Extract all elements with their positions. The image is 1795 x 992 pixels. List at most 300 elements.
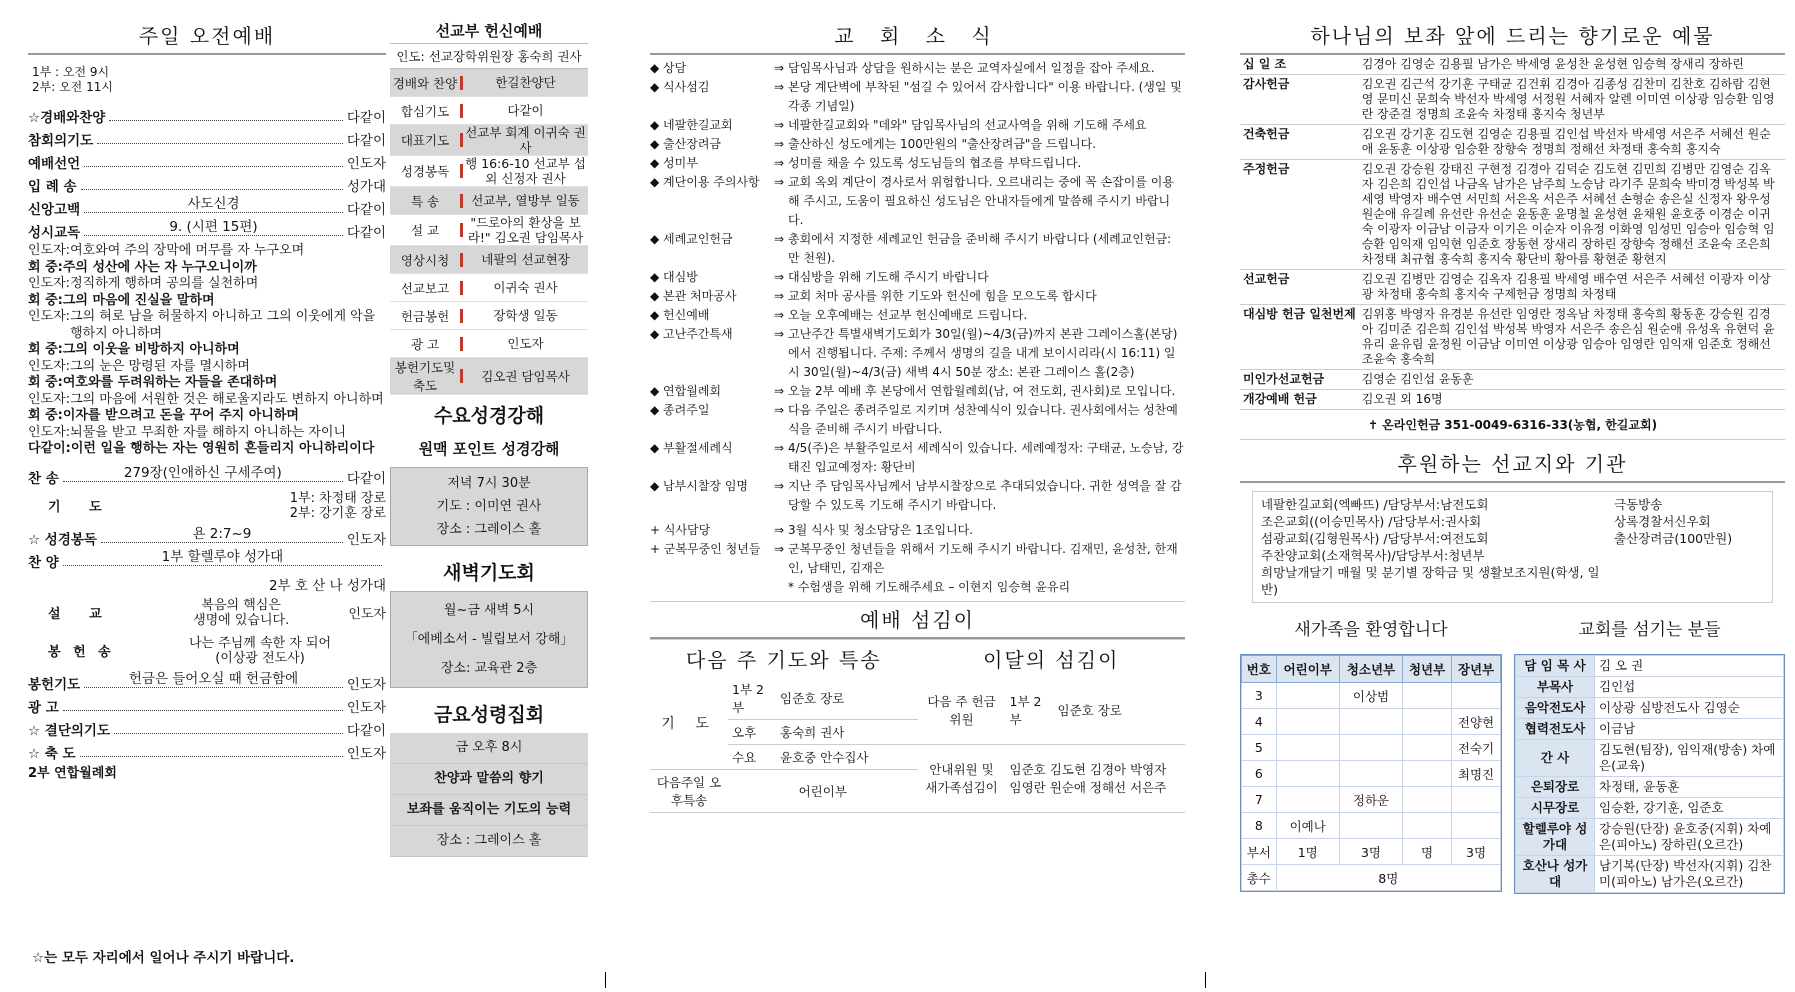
nf-col: 장년부 [1452,656,1501,683]
news-key: + 식사담당 [650,523,711,537]
nf-row [1242,683,1501,709]
offering-names: 김오권 강승원 강태진 구현정 김경아 김덕순 김도현 김민희 김병만 김영순 김옥자 김은희 김인섭 나금옥 남가은 남주희 노승남 라기주 문희숙 박미경 박성복 박세영 박영자 배수연 서민희 서은옥 서은주 서혜선 손형순 송은실 신정자 왕우성 원순애 유길례 유선란 유선순 윤동훈 윤명철 윤성현 윤채원 윤호중 이경순 이귀숙 이광자 이금남 이금자 이기은 이순자 이유정 이화영 임성민 임승아 임승혁 임승환 임익재 임익현 임준호 장동현 장새리 장하린 장향숙 정해선 조윤숙 조은희 차정태 최규협 홍숙희 홍지숙 황단비 황아름 황현준 황현지 [1359,160,1785,270]
order-value: 다같이 [346,133,386,149]
servant-names: 김인섭 [1595,677,1784,698]
arrow: ⇒ [773,156,785,170]
offering-type: 주정헌금 [1240,160,1359,270]
nf-cell: 이예나 [1276,813,1339,839]
joint-meeting: 2부 연합월례회 [28,765,117,781]
fold-mark [605,972,606,988]
mission-order-row [390,156,588,187]
mission-person: 한길찬양단 [495,75,556,90]
reading-text: 여호와를 두려워하는 자들을 존대하며 [62,375,278,390]
panel-worship [28,18,588,973]
news-text: 네팔한길교회와 "데와" 담임목사님의 선교사역을 위해 기도해 주세요 [788,118,1147,132]
support-title: 후원하는 선교지와 기관 [1240,446,1785,483]
offering-row [1240,160,1785,270]
arrow: ⇒ [773,289,785,303]
news-text: 다음 주일은 종려주일로 지키며 성찬예식이 있습니다. 권사회에서는 성찬예식을 준비해 주시기 바랍니다. [788,403,1178,436]
offering-row [1240,370,1785,390]
leader-dots [84,192,343,213]
mission-item: 대표기도 [400,133,450,148]
news-item [650,230,1185,268]
mission-order-row [390,215,588,246]
leader-dots [81,189,343,190]
speaker: 인도자: [28,243,71,258]
offering-type: 미인가선교헌금 [1240,370,1359,390]
order-row [28,716,386,739]
order-label: 찬 송 [28,470,59,487]
news-list [650,59,1185,597]
mission-person: "드로아의 환상을 보라!" 김오권 담임목사 [467,215,584,245]
arrow: ⇒ [773,403,785,417]
nf-cell [1452,683,1501,709]
offering-row [1240,75,1785,125]
order-value: 인도자 [346,156,386,172]
servant-names: 차정태, 윤동훈 [1595,777,1784,798]
order-detail: 헌금은 들어오실 때 헌금함에 [128,670,299,687]
nf-total [1242,865,1501,891]
arrow: ⇒ [773,270,785,284]
leader-dots [63,461,343,482]
news-key: ◆ 성미부 [650,156,698,170]
servant-row [1516,656,1784,677]
reading-text: 그의 마음에 서원한 것은 해로울지라도 변하지 아니하며 [70,391,384,407]
news-item [650,116,1185,135]
nf-cell [1276,761,1339,787]
nf-row [1242,709,1501,735]
news-text: 출산하신 성도에게는 100만원의 "출산장려금"을 드립니다. [788,137,1097,151]
order-row [28,464,386,487]
new-family-table [1241,655,1501,891]
mission-item: 영상시청 [400,252,450,268]
arrow: ⇒ [773,441,785,455]
news-text: 총회에서 지정한 세례교인 헌금을 준비해 주시기 바랍니다 (세례교인헌금: 만 천원). [788,232,1172,265]
news-key: ◆ 세례교인헌금 [650,232,733,246]
news-text: 성미를 채울 수 있도록 성도님들의 협조를 부탁드립니다. [788,156,1082,170]
nf-row [1242,839,1501,865]
order-value: 다같이 [346,225,386,241]
online-account: ✝ 온라인헌금 351-0049-6316-33(농협, 한길교회) [1240,410,1785,440]
news-item [650,306,1185,325]
speaker: 회 중: [28,259,63,275]
worship-order [28,18,386,968]
mission-order-row [390,302,588,330]
news-key: ◆ 남부시찰장 임명 [650,479,749,493]
offering-type: 개강예배 헌금 [1240,390,1359,410]
order-value: 인도자 [346,699,386,716]
arrow [770,578,788,597]
dawn-title: 새벽기도회 [443,562,535,584]
mission-item: 광 고 [410,336,440,352]
mission-item: 특 송 [410,193,440,209]
arrow: ⇒ [773,137,785,151]
support-item: 조은교회((이승민목사) /담당부서:권사회 [1261,514,1482,529]
leader-dots [84,215,343,236]
order-value: 다같이 [346,202,386,218]
nf-col: 청년부 [1403,656,1452,683]
wed-title: 수요성경강해 [433,405,545,427]
leader-dots [114,733,343,734]
order-row [28,739,386,762]
dawn-box: 월~금 새벽 5시 「에베소서 - 빌립보서 강해」 장소: 교육관 2층 [390,591,588,688]
arrow: ⇒ [773,232,785,246]
nf-cell: 5 [1242,735,1277,761]
nf-cell [1452,787,1501,813]
mission-order-row [390,125,588,156]
news-key: ◆ 대심방 [650,270,698,284]
servant-row [1516,740,1784,777]
arrow: ⇒ [773,327,785,341]
sermon-row: 설 교 복음의 핵심은 생명에 있습니다. 인도자 [48,597,386,628]
nf-cell [1403,683,1452,709]
servers-table: 다음 주 헌금위원 1부 2부 임준호 장로 안내위원 및 새가족섬김이 임준호 김도현 김경아 박영자 임영란 원순애 정해선 서은주 [918,677,1186,813]
responsive-reading-line [28,425,386,442]
speaker: 회 중: [28,292,63,308]
arrow: ⇒ [773,479,785,493]
speaker: 다같이: [28,441,71,456]
nf-cell: 4 [1242,709,1277,735]
news-text: 대심방을 위해 기도해 주시기 바랍니다 [788,270,989,284]
order-row [28,670,386,693]
news-text: 오늘 오후예배는 선교부 헌신예배로 드립니다. [788,308,1028,322]
mission-title: 선교부 헌신예배 [390,18,588,44]
news-item [650,325,1185,382]
order-detail: 욘 2:7~9 [192,525,252,542]
news-item [650,401,1185,439]
support-row [1261,547,1764,564]
mission-item: 경배와 찬양 [392,75,458,91]
reading-text: 그의 혀로 남을 허물하지 아니하고 그의 이웃에게 악을 행하지 아니하며 [70,309,376,341]
order-label: 광 고 [28,699,59,716]
arrow: ⇒ [773,384,785,398]
wed-subtitle: 원맥 포인트 성경강해 [418,440,560,458]
reading-text: 정직하게 행하며 공의를 실천하며 [70,276,259,291]
offering-names: 김오권 외 16명 [1359,390,1785,410]
order-label: ☆경배와찬양 [28,110,106,126]
offering-row [1240,125,1785,160]
news-key: ◆ 종려주일 [650,403,710,417]
speaker: 인도자: [28,391,71,407]
news-key: ◆ 본관 처마공사 [650,289,737,303]
mission-item: 선교보고 [400,280,450,296]
speaker: 인도자: [28,358,71,374]
welcome-title: 새가족을 환영합니다 [1294,620,1448,640]
order-row [28,218,386,241]
news-text: 4/5(주)은 부활주일로서 세례식이 있습니다. 세례예정자: 구태균, 노승남, 강태진 입교예정자: 황단비 [788,441,1184,474]
servant-role: 담 임 목 사 [1516,656,1595,677]
order-row [28,126,386,149]
month-title: 이달의 섬김이 [983,648,1120,672]
offering-names: 김오권 김병만 김영순 김옥자 김용필 박세영 배수연 서은주 서혜선 이광자 이상광 차정태 홍숙희 홍지숙 구제헌금 정명희 차정태 [1359,270,1785,305]
nf-cell: 전양현 [1452,709,1501,735]
nf-cell [1276,787,1339,813]
offering-title: 하나님의 보좌 앞에 드리는 향기로운 예물 [1240,18,1785,55]
order-detail: 279장(인애하신 구세주여) [123,464,282,481]
leader-dots [63,545,382,566]
responsive-reading-line [28,243,386,260]
mission-person: 선교부, 열방부 일동 [471,193,580,208]
mission-item: 헌금봉헌 [400,308,450,324]
offering-table [1240,55,1785,410]
arrow: ⇒ [773,118,785,132]
nf-cell: 3명 [1339,839,1402,865]
nf-cell [1403,735,1452,761]
leader-dots [109,120,343,121]
servant-names: 남기복(단장) 박선자(지휘) 김찬미(피아노) 남가은(오르간) [1595,856,1784,893]
support-item: 네팔한길교회(엑빠뜨) /담당부서:남전도회 [1261,497,1489,512]
news-key: ◆ 연합월례회 [650,384,722,398]
news-key [650,578,770,597]
offering-song-row: 봉 헌 송 나는 주님께 속한 자 되어 (이상광 전도사) [48,635,332,666]
nf-header [1242,656,1501,683]
worship-title: 주일 오전예배 [28,18,386,55]
order-value: 인도자 [346,745,386,762]
news-item [650,439,1185,477]
nf-col: 번호 [1242,656,1277,683]
nf-cell [1276,709,1339,735]
servant-role: 은퇴장로 [1516,777,1595,798]
servant-row [1516,719,1784,740]
support-item [1614,547,1764,564]
news-key: ◆ 고난주간특새 [650,327,733,341]
order-row [28,693,386,716]
nf-cell: 정하운 [1339,787,1402,813]
order-detail: 9. (시편 15편) [169,219,258,235]
mission-item: 봉헌기도및축도 [394,360,456,393]
nf-cell: 7 [1242,787,1277,813]
leader-dots [84,166,343,167]
fold-mark [1205,972,1206,988]
nf-col: 어린이부 [1276,656,1339,683]
fri-title: 금요성령집회 [433,704,545,726]
speaker: 회 중: [28,342,63,357]
mission-person: 인도자 [507,336,544,351]
support-row [1261,496,1764,513]
responsive-reading-line [28,293,386,310]
nf-cell: 3명 [1452,839,1501,865]
news-item [650,521,1185,540]
order-label: 신앙고백 [28,202,81,218]
responsive-reading-line [28,375,386,392]
news-text: 오늘 2부 예배 후 본당에서 연합월례회(남, 여 전도회, 권사회)로 모입니다. [788,384,1176,398]
support-item: 희망날개달기 매월 및 분기별 장학금 및 생활보조지원(학생, 일반) [1261,565,1600,597]
nf-cell: 명 [1403,839,1452,865]
servant-names: 임승환, 강기훈, 임준호 [1595,798,1784,819]
responsive-reading-line [28,342,386,359]
offering-type: 대심방 헌금 일천번제 [1240,305,1359,370]
footnote: ☆는 모두 자리에서 일어나 주시기 바랍니다. [32,950,295,966]
news-text: 본당 계단벽에 부착된 "섬길 수 있어서 감사합니다" 이용 바랍니다. (생일 및 각종 기념일) [788,80,1182,113]
nf-row [1242,813,1501,839]
service-times: 1부 : 오전 9시 2부: 오전 11시 [32,65,113,94]
order-label: 입 례 송 [28,179,77,195]
support-row [1261,513,1764,530]
servant-names: 김 오 권 [1595,656,1784,677]
news-item [650,540,1185,578]
news-item [650,78,1185,116]
order-label: 참회의기도 [28,133,94,149]
servant-names: 이상광 심방전도사 김영순 [1595,698,1784,719]
reading-text: 여호와여 주의 장막에 머무를 자 누구오며 [70,243,305,258]
news-text: 교회 처마 공사를 위한 기도와 헌신에 힘을 모으도록 합시다 [788,289,1097,303]
reading-text: 그의 눈은 망령된 자를 멸시하며 [70,358,250,374]
news-key: ◆ 헌신예배 [650,308,710,322]
leader-dots [101,522,343,543]
fri-box: 금 오후 8시 찬양과 말씀의 향기 보좌를 움직이는 기도의 능력 장소 : 그레이스 홀 [390,733,588,857]
news-item [650,173,1185,230]
servant-row [1516,698,1784,719]
offering-names: 김위홍 박영자 유경분 유선란 임영란 정옥남 차정태 홍숙희 황동훈 강승원 김경아 김미준 김은희 김인섭 박성복 박영자 서은주 송은심 원순애 유성옥 유현덕 윤유리 윤유림 윤정원 이금남 이미연 이상광 임승아 임영란 임익재 임준호 정해선 조윤숙 홍숙희 [1359,305,1785,370]
servant-row [1516,856,1784,893]
mission-leader: 인도: 선교장학위원장 홍숙희 권사 [390,44,588,69]
servant-role: 호산나 성가대 [1516,856,1595,893]
mission-person: 장학생 일동 [493,308,558,323]
servant-names: 강승원(단장) 윤호중(지휘) 차예은(피아노) 장하린(오르간) [1595,819,1784,856]
offering-type: 감사헌금 [1240,75,1359,125]
offering-row [1240,55,1785,75]
news-text: 교회 옥외 계단이 경사로서 위험합니다. 오르내리는 중에 꼭 손잡이를 이용해 주시고, 도움이 필요하신 성도님은 안내자들에게 말씀해 주시기 바랍니다. [788,175,1174,227]
offering-names: 김영순 김인섭 윤동훈 [1359,370,1785,390]
nf-cell: 1명 [1276,839,1339,865]
order-detail: 1부 할렐루야 성가대 [161,548,284,565]
nf-cell: 6 [1242,761,1277,787]
reading-text: 그의 이웃을 비방하지 아니하며 [62,342,240,357]
news-text: 군복무중인 청년들을 위해서 기도해 주시기 바랍니다. 김재민, 윤성찬, 한재인, 남태민, 김재은 [788,542,1178,575]
order-label: ☆ 결단의기도 [28,722,111,739]
nf-col: 청소년부 [1339,656,1402,683]
support-row [1261,530,1764,547]
responsive-reading-line [28,441,386,458]
servant-role: 음악전도사 [1516,698,1595,719]
order-label: 찬 양 [28,554,59,571]
news-text: 담임목사님과 상담을 원하시는 분은 교역자실에서 일정을 잡아 주세요. [788,61,1155,75]
nf-cell [1452,813,1501,839]
servant-role: 부목사 [1516,677,1595,698]
servant-row [1516,798,1784,819]
offering-type: 십 일 조 [1240,55,1359,75]
servant-role: 할렐루야 성가대 [1516,819,1595,856]
servant-row [1516,777,1784,798]
servant-role: 간 사 [1516,740,1595,777]
mission-order-row [390,358,588,395]
offering-names: 김오권 강기훈 김도현 김영순 김용필 김인섭 박선자 박세영 서은주 서혜선 원순애 윤동훈 이상광 임승환 장향숙 정명희 정해선 차정태 홍숙희 홍지숙 [1359,125,1785,160]
news-key: ◆ 계단이용 주의사항 [650,175,760,189]
order-label: 성시교독 [28,225,81,241]
order-value: 인도자 [346,531,386,548]
nf-total-value: 8명 [1276,865,1500,891]
order-row [28,149,386,172]
responsive-reading-line [28,392,386,409]
offering-type: 건축헌금 [1240,125,1359,160]
nf-cell: 8 [1242,813,1277,839]
news-item [650,287,1185,306]
arrow: ⇒ [773,523,785,537]
nf-cell [1276,735,1339,761]
order-detail: 사도신경 [187,196,240,212]
news-key: ◆ 상담 [650,61,687,75]
order-label: 예배선언 [28,156,81,172]
mission-order-row [390,97,588,125]
news-item [650,477,1185,515]
order-value: 인도자 [346,676,386,693]
support-item: 상록경찰서신우회 [1614,514,1711,529]
mission-person: 네팔의 선교현장 [481,252,570,267]
servants-table [1515,655,1784,893]
mission-person: 다같이 [507,103,544,118]
speaker: 인도자: [28,309,71,324]
next-title: 다음 주 기도와 특송 [685,648,882,672]
mission-service [390,18,588,953]
mission-item: 설 교 [410,223,440,238]
news-text: 고난주간 특별새벽기도회가 30일(월)~4/3(금)까지 본관 그레이스홀(본당)에서 진행됩니다. 주제: 주께서 생명의 길을 내게 보이시리라(시 16:11) 일시 30일(월)~4/3(금) 새벽 4시 50분 장소: 본관 그레이스 홀(2층) [788,327,1178,379]
reading-text: 주의 성산에 사는 자 누구오니이까 [62,259,257,275]
nf-cell: 이상범 [1339,683,1402,709]
prayer-table: 기 도 1부 2부 임준호 장로 오후 홍숙희 권사 수요 윤호중 안수집사 다음주일 오후특송 어린이부 [650,677,918,813]
servant-names: 이금남 [1595,719,1784,740]
panel-news [650,18,1185,973]
offering-names: 김경아 김영순 김용필 남가은 박세영 윤성찬 윤성현 임승혁 장새리 장하린 [1359,55,1785,75]
nf-row [1242,787,1501,813]
servant-row [1516,819,1784,856]
support-item: 섬광교회(김형원목사) /담당부서:여전도회 [1261,531,1489,546]
choir-2: 2부 호 산 나 성가대 [268,577,386,594]
support-list [1252,491,1773,603]
support-item [1614,564,1764,598]
servant-role: 협력전도사 [1516,719,1595,740]
leader-dots [84,667,343,688]
reading-text: 그의 마음에 진실을 말하며 [62,292,215,308]
order-row [28,103,386,126]
mission-order-row [390,187,588,215]
news-key: ◆ 네팔한길교회 [650,118,733,132]
news-item [650,382,1185,401]
news-item [650,135,1185,154]
arrow: ⇒ [773,542,785,556]
nf-cell: 3 [1242,683,1277,709]
order-label: ☆ 축 도 [28,745,76,762]
nf-cell: 부서 [1242,839,1277,865]
arrow: ⇒ [773,308,785,322]
nf-cell [1403,761,1452,787]
news-key: + 군복무중인 청년들 [650,542,761,556]
support-row [1261,564,1764,598]
nf-cell [1403,787,1452,813]
news-item [650,154,1185,173]
news-text: 3월 식사 및 청소담당은 1조입니다. [788,523,974,537]
arrow: ⇒ [773,80,785,94]
responsive-reading-line [28,276,386,293]
responsive-reading-line [28,359,386,376]
speaker: 회 중: [28,408,63,423]
mission-item: 합심기도 [400,103,450,119]
news-title: 교 회 소 식 [650,18,1185,55]
panel-offering [1240,18,1785,973]
support-item: 출산장려금(100만원) [1614,531,1733,546]
news-key: ◆ 식사섬김 [650,80,710,94]
nf-cell [1339,761,1402,787]
nf-cell [1339,735,1402,761]
support-item: 주찬양교회(소재혁목사)/담당부서:청년부 [1261,548,1485,563]
leader-dots [80,756,343,757]
responsive-reading-line [28,260,386,277]
order-label: ☆ 성경봉독 [28,531,97,548]
servant-role: 시무장로 [1516,798,1595,819]
offering-names: 김오권 김근석 강기훈 구태균 김건휘 김경아 김종성 김찬미 김찬호 김하람 김현영 문미신 문희숙 박선자 박세영 서정원 서혜자 알렌 이미연 이상광 임승환 임영란 장준걸 정명희 조윤숙 차정태 홍지숙 청년부 [1359,75,1785,125]
servant-names: 김도현(팀장), 임익재(방송) 차예은(교육) [1595,740,1784,777]
serve-title: 예배 섬김이 [650,601,1185,639]
order-value: 다같이 [346,470,386,487]
